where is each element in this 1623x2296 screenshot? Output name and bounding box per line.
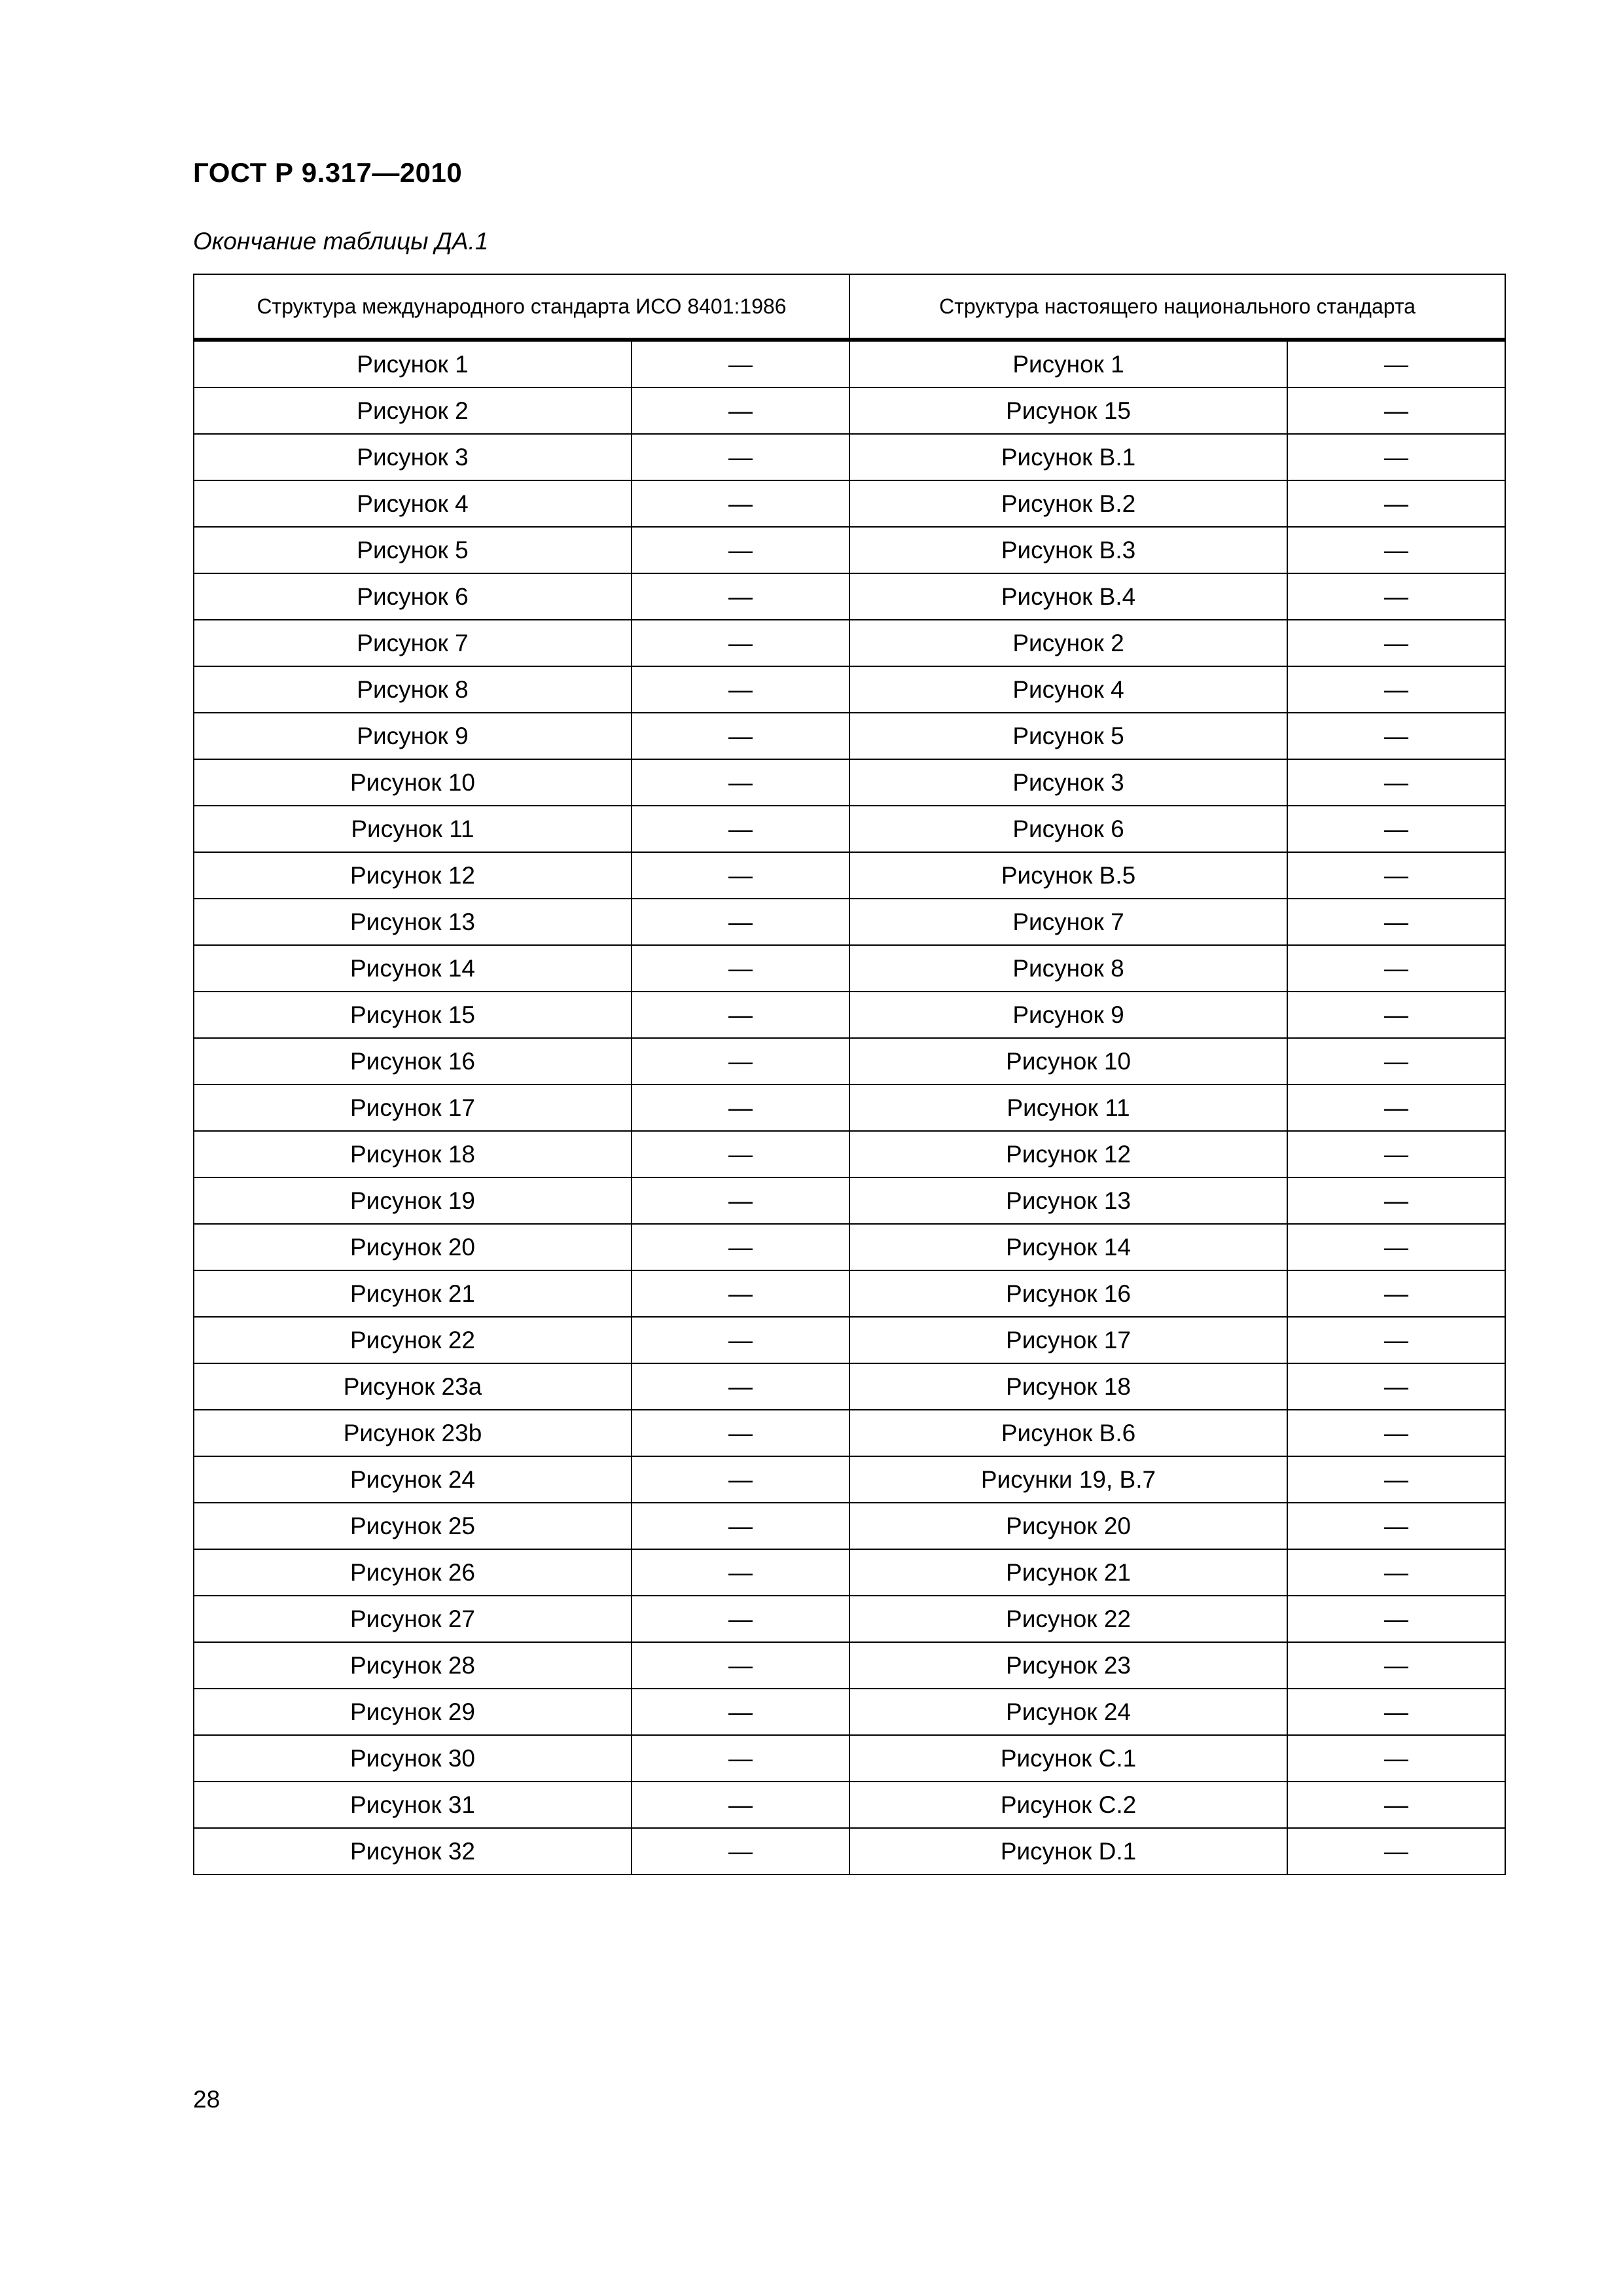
iso-subclause-cell: —: [632, 1224, 849, 1270]
iso-figure-cell: Рисунок 20: [194, 1224, 632, 1270]
iso-subclause-cell: —: [632, 1456, 849, 1503]
iso-subclause-cell: —: [632, 620, 849, 666]
table-row: [194, 573, 1505, 620]
iso-figure-cell: Рисунок 8: [194, 666, 632, 713]
page-number: 28: [193, 2086, 221, 2113]
header-international-standard-structure: Структура международного стандарта ИСО 8401:1986: [194, 274, 849, 340]
national-subclause-cell: —: [1287, 527, 1505, 573]
table-row: [194, 806, 1505, 852]
iso-subclause-cell: —: [632, 759, 849, 806]
table-row: [194, 1735, 1505, 1782]
iso-figure-cell: Рисунок 25: [194, 1503, 632, 1549]
national-figure-cell: Рисунок В.4: [849, 573, 1287, 620]
national-figure-cell: Рисунок 1: [849, 340, 1287, 387]
iso-subclause-cell: —: [632, 1596, 849, 1642]
national-figure-cell: Рисунок 14: [849, 1224, 1287, 1270]
iso-subclause-cell: —: [632, 899, 849, 945]
header-national-standard-structure: Структура настоящего национального стандарта: [849, 274, 1505, 340]
national-subclause-cell: —: [1287, 1596, 1505, 1642]
iso-figure-cell: Рисунок 17: [194, 1085, 632, 1131]
iso-subclause-cell: —: [632, 1177, 849, 1224]
iso-figure-cell: Рисунок 23а: [194, 1363, 632, 1410]
iso-subclause-cell: —: [632, 713, 849, 759]
national-figure-cell: Рисунок В.3: [849, 527, 1287, 573]
national-figure-cell: Рисунки 19, В.7: [849, 1456, 1287, 1503]
national-subclause-cell: —: [1287, 1317, 1505, 1363]
table-row: [194, 759, 1505, 806]
iso-subclause-cell: —: [632, 340, 849, 387]
national-subclause-cell: —: [1287, 1735, 1505, 1782]
iso-figure-cell: Рисунок 30: [194, 1735, 632, 1782]
correspondence-table: [193, 274, 1506, 1875]
iso-figure-cell: Рисунок 14: [194, 945, 632, 992]
iso-figure-cell: Рисунок 9: [194, 713, 632, 759]
table-row: [194, 1782, 1505, 1828]
table-row: [194, 480, 1505, 527]
national-subclause-cell: —: [1287, 1549, 1505, 1596]
table-row: [194, 1549, 1505, 1596]
iso-subclause-cell: —: [632, 1038, 849, 1085]
national-figure-cell: Рисунок 24: [849, 1689, 1287, 1735]
national-figure-cell: Рисунок 23: [849, 1642, 1287, 1689]
table-row: [194, 1689, 1505, 1735]
iso-figure-cell: Рисунок 10: [194, 759, 632, 806]
iso-subclause-cell: —: [632, 1549, 849, 1596]
iso-figure-cell: Рисунок 11: [194, 806, 632, 852]
document-code-header: ГОСТ Р 9.317—2010: [193, 157, 463, 188]
national-subclause-cell: —: [1287, 1224, 1505, 1270]
national-subclause-cell: —: [1287, 1503, 1505, 1549]
iso-figure-cell: Рисунок 32: [194, 1828, 632, 1874]
national-subclause-cell: —: [1287, 573, 1505, 620]
table-row: [194, 1503, 1505, 1549]
national-subclause-cell: —: [1287, 666, 1505, 713]
national-subclause-cell: —: [1287, 1038, 1505, 1085]
national-subclause-cell: —: [1287, 1689, 1505, 1735]
iso-figure-cell: Рисунок 5: [194, 527, 632, 573]
iso-subclause-cell: —: [632, 387, 849, 434]
table-header-row: [194, 274, 1505, 340]
iso-figure-cell: Рисунок 16: [194, 1038, 632, 1085]
iso-subclause-cell: —: [632, 573, 849, 620]
iso-figure-cell: Рисунок 18: [194, 1131, 632, 1177]
table-row: [194, 1317, 1505, 1363]
national-subclause-cell: —: [1287, 340, 1505, 387]
national-subclause-cell: —: [1287, 945, 1505, 992]
iso-subclause-cell: —: [632, 1270, 849, 1317]
national-figure-cell: Рисунок С.2: [849, 1782, 1287, 1828]
table-row: [194, 340, 1505, 387]
national-subclause-cell: —: [1287, 1131, 1505, 1177]
iso-subclause-cell: —: [632, 1503, 849, 1549]
national-subclause-cell: —: [1287, 620, 1505, 666]
table-row: [194, 899, 1505, 945]
table-row: [194, 1085, 1505, 1131]
iso-subclause-cell: —: [632, 1131, 849, 1177]
table-row: [194, 434, 1505, 480]
national-figure-cell: Рисунок 2: [849, 620, 1287, 666]
iso-figure-cell: Рисунок 12: [194, 852, 632, 899]
table-row: [194, 1828, 1505, 1874]
table-row: [194, 1456, 1505, 1503]
iso-figure-cell: Рисунок 21: [194, 1270, 632, 1317]
table-row: [194, 527, 1505, 573]
national-figure-cell: Рисунок 16: [849, 1270, 1287, 1317]
iso-figure-cell: Рисунок 6: [194, 573, 632, 620]
iso-subclause-cell: —: [632, 945, 849, 992]
national-figure-cell: Рисунок 5: [849, 713, 1287, 759]
national-subclause-cell: —: [1287, 1456, 1505, 1503]
iso-figure-cell: Рисунок 1: [194, 340, 632, 387]
table-row: [194, 666, 1505, 713]
table-row: [194, 1131, 1505, 1177]
national-subclause-cell: —: [1287, 899, 1505, 945]
national-subclause-cell: —: [1287, 713, 1505, 759]
national-figure-cell: Рисунок 6: [849, 806, 1287, 852]
national-subclause-cell: —: [1287, 1642, 1505, 1689]
iso-subclause-cell: —: [632, 1363, 849, 1410]
national-subclause-cell: —: [1287, 1828, 1505, 1874]
national-figure-cell: Рисунок 3: [849, 759, 1287, 806]
national-figure-cell: Рисунок 11: [849, 1085, 1287, 1131]
table-row: [194, 1410, 1505, 1456]
iso-figure-cell: Рисунок 27: [194, 1596, 632, 1642]
national-figure-cell: Рисунок 17: [849, 1317, 1287, 1363]
iso-figure-cell: Рисунок 2: [194, 387, 632, 434]
iso-figure-cell: Рисунок 3: [194, 434, 632, 480]
iso-subclause-cell: —: [632, 1828, 849, 1874]
national-figure-cell: Рисунок 22: [849, 1596, 1287, 1642]
iso-subclause-cell: —: [632, 1642, 849, 1689]
iso-figure-cell: Рисунок 24: [194, 1456, 632, 1503]
iso-subclause-cell: —: [632, 666, 849, 713]
national-subclause-cell: —: [1287, 387, 1505, 434]
national-figure-cell: Рисунок 8: [849, 945, 1287, 992]
table-row: [194, 1642, 1505, 1689]
national-figure-cell: Рисунок 21: [849, 1549, 1287, 1596]
iso-subclause-cell: —: [632, 434, 849, 480]
table-caption: Окончание таблицы ДА.1: [193, 228, 489, 255]
iso-subclause-cell: —: [632, 852, 849, 899]
table-row: [194, 945, 1505, 992]
iso-subclause-cell: —: [632, 527, 849, 573]
national-figure-cell: Рисунок 9: [849, 992, 1287, 1038]
iso-figure-cell: Рисунок 23b: [194, 1410, 632, 1456]
table-row: [194, 1270, 1505, 1317]
national-subclause-cell: —: [1287, 992, 1505, 1038]
national-figure-cell: Рисунок 10: [849, 1038, 1287, 1085]
iso-figure-cell: Рисунок 26: [194, 1549, 632, 1596]
national-subclause-cell: —: [1287, 852, 1505, 899]
iso-subclause-cell: —: [632, 1085, 849, 1131]
correspondence-table-container: [193, 274, 1505, 1875]
table-row: [194, 387, 1505, 434]
table-row: [194, 852, 1505, 899]
iso-figure-cell: Рисунок 29: [194, 1689, 632, 1735]
national-figure-cell: Рисунок 7: [849, 899, 1287, 945]
national-subclause-cell: —: [1287, 1270, 1505, 1317]
iso-figure-cell: Рисунок 7: [194, 620, 632, 666]
table-row: [194, 1224, 1505, 1270]
national-subclause-cell: —: [1287, 759, 1505, 806]
iso-figure-cell: Рисунок 22: [194, 1317, 632, 1363]
national-figure-cell: Рисунок 15: [849, 387, 1287, 434]
national-subclause-cell: —: [1287, 480, 1505, 527]
iso-subclause-cell: —: [632, 1317, 849, 1363]
national-subclause-cell: —: [1287, 1363, 1505, 1410]
table-row: [194, 713, 1505, 759]
national-subclause-cell: —: [1287, 806, 1505, 852]
table-row: [194, 1038, 1505, 1085]
table-row: [194, 1596, 1505, 1642]
table-row: [194, 1363, 1505, 1410]
iso-figure-cell: Рисунок 4: [194, 480, 632, 527]
iso-subclause-cell: —: [632, 1782, 849, 1828]
national-figure-cell: Рисунок В.5: [849, 852, 1287, 899]
national-figure-cell: Рисунок 20: [849, 1503, 1287, 1549]
national-subclause-cell: —: [1287, 1782, 1505, 1828]
table-row: [194, 620, 1505, 666]
iso-figure-cell: Рисунок 13: [194, 899, 632, 945]
national-figure-cell: Рисунок С.1: [849, 1735, 1287, 1782]
iso-subclause-cell: —: [632, 1735, 849, 1782]
national-subclause-cell: —: [1287, 1410, 1505, 1456]
iso-figure-cell: Рисунок 19: [194, 1177, 632, 1224]
table-body: [194, 340, 1505, 1874]
iso-figure-cell: Рисунок 31: [194, 1782, 632, 1828]
iso-subclause-cell: —: [632, 806, 849, 852]
iso-subclause-cell: —: [632, 480, 849, 527]
national-figure-cell: Рисунок 12: [849, 1131, 1287, 1177]
table-row: [194, 1177, 1505, 1224]
national-figure-cell: Рисунок D.1: [849, 1828, 1287, 1874]
national-subclause-cell: —: [1287, 1085, 1505, 1131]
table-row: [194, 992, 1505, 1038]
national-figure-cell: Рисунок 13: [849, 1177, 1287, 1224]
national-figure-cell: Рисунок В.6: [849, 1410, 1287, 1456]
national-figure-cell: Рисунок 18: [849, 1363, 1287, 1410]
iso-subclause-cell: —: [632, 1689, 849, 1735]
national-figure-cell: Рисунок В.2: [849, 480, 1287, 527]
iso-figure-cell: Рисунок 28: [194, 1642, 632, 1689]
iso-subclause-cell: —: [632, 1410, 849, 1456]
national-figure-cell: Рисунок 4: [849, 666, 1287, 713]
iso-figure-cell: Рисунок 15: [194, 992, 632, 1038]
iso-subclause-cell: —: [632, 992, 849, 1038]
national-figure-cell: Рисунок В.1: [849, 434, 1287, 480]
national-subclause-cell: —: [1287, 1177, 1505, 1224]
national-subclause-cell: —: [1287, 434, 1505, 480]
